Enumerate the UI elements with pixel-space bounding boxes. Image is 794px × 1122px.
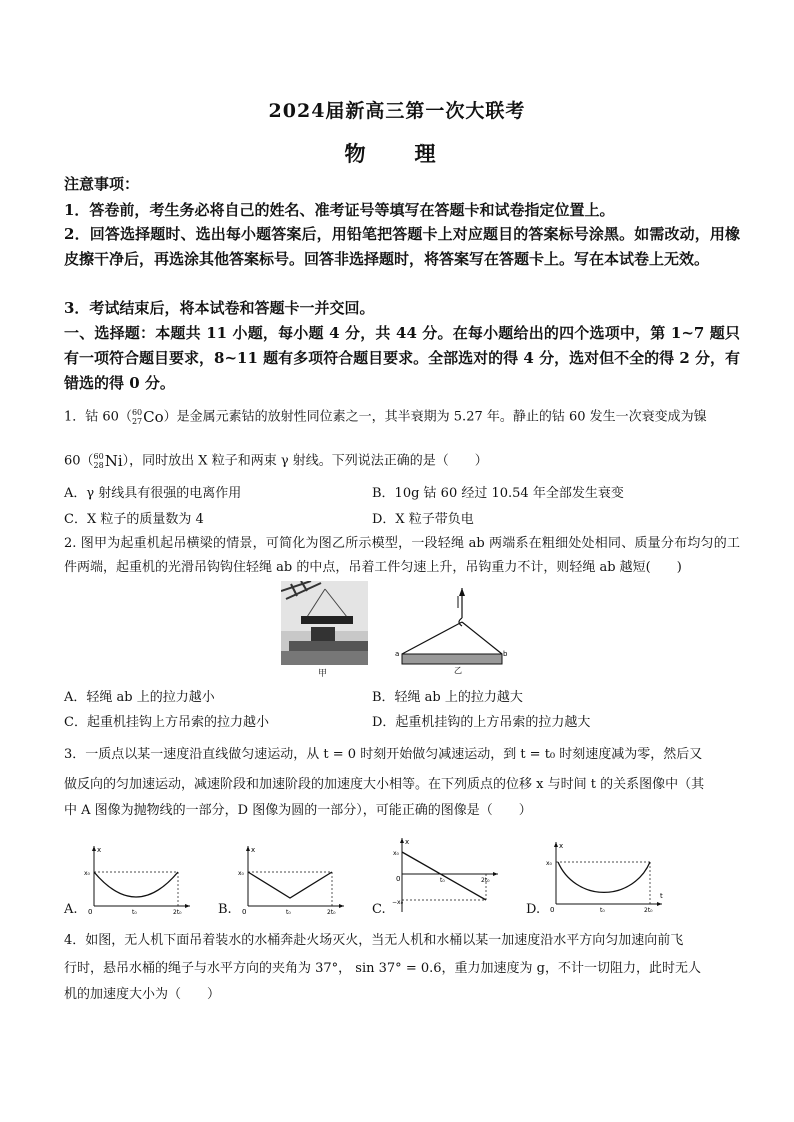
co-mass-number: 60 (131, 408, 143, 417)
q1-text-c: 60（ (64, 453, 94, 469)
q2-stem: 2. 图甲为起重机起吊横梁的情景，可简化为图乙所示模型，一段轻绳 ab 两端系在粗细处处相同、质量分布均匀的工件两端，起重机的光滑吊钩钩住轻绳 ab 的中点，吊着工件匀速上升，吊钩重力不计，则轻绳 ab 越短( ) (64, 536, 740, 575)
crane-model-diagram (392, 582, 512, 674)
figure-jia-label: 甲 (318, 669, 328, 679)
ni-atomic-number: 28 (93, 461, 104, 470)
notice-item-3: 3．考试结束后，将本试卷和答题卡一并交回。 (64, 299, 375, 317)
ni-mass-number: 60 (93, 452, 104, 461)
q1-line-2 (64, 449, 740, 474)
graph-b-t0: t₀ (286, 909, 291, 916)
ni-isotope-numbers (94, 452, 104, 470)
graph-b-x-axis: x (251, 846, 256, 854)
graph-b-x0: x₀ (238, 870, 244, 877)
graph-c-x0: x₀ (393, 850, 399, 857)
crane-photo (281, 581, 368, 665)
q2-option-d[interactable]: D．起重机挂钩的上方吊索的拉力越大 (372, 715, 591, 730)
exam-subject: 物 理 (344, 141, 450, 166)
q1-text-b: ）是金属元素钴的放射性同位素之一，其半衰期为 5.27 年。静止的钴 60 发生一次衰变成为镍 (163, 409, 707, 425)
q3-graph-b[interactable] (238, 842, 348, 916)
q1-option-a[interactable]: A．γ 射线具有很强的电离作用 (64, 486, 242, 501)
section-1-heading: 一、选择题：本题共 11 小题，每小题 4 分，共 44 分。在每小题给出的四个选项中，第 1~7 题只有一项符合题目要求，8~11 题有多项符合题目要求。全部选对的得 4 分，选对但不全的得 2 分，有错选的得 0 分。 (64, 324, 740, 392)
graph-d-x-axis: x (559, 842, 564, 850)
exam-title: 2024届新高三第一次大联考 (268, 100, 526, 122)
graph-c-x-axis: x (405, 838, 410, 846)
q3-graph-c[interactable] (392, 834, 502, 916)
q2-option-c[interactable]: C．起重机挂钩上方吊索的拉力越小 (64, 715, 269, 730)
graph-d-origin: 0 (550, 906, 555, 914)
graph-d-2t0: 2t₀ (644, 907, 653, 914)
graph-a-2t0: 2t₀ (173, 909, 182, 916)
q2-option-a[interactable]: A．轻绳 ab 上的拉力越小 (64, 690, 215, 705)
notice-item-1: 1．答卷前，考生务必将自己的姓名、准考证号等填写在答题卡和试卷指定位置上。 (64, 201, 615, 219)
crane-photo-image (281, 581, 368, 665)
q1-text-a: 1．钴 60（ (64, 409, 132, 425)
q3-line-2: 做反向的匀加速运动，减速阶段和加速阶段的加速度大小相等。在下列质点的位移 x 与时间 t 的关系图像中（其 (64, 777, 705, 792)
q2-option-b[interactable]: B．轻绳 ab 上的拉力越大 (372, 690, 523, 705)
graph-a-origin: 0 (88, 908, 93, 916)
q1-line-1 (64, 405, 740, 430)
co-atomic-number: 27 (131, 417, 143, 426)
q3-option-b-label[interactable]: B. (218, 902, 232, 917)
graph-c-t0: t₀ (440, 877, 445, 884)
q3-graph-a[interactable] (84, 842, 194, 916)
graph-a-x-axis: x (97, 846, 102, 854)
q4-line-3: 机的加速度大小为（ ） (64, 987, 221, 1002)
point-a-label: a (395, 650, 400, 658)
notice-heading: 注意事项： (64, 175, 140, 193)
q3-line-3: 中 A 图像为抛物线的一部分，D 图像为圆的一部分），可能正确的图像是（ ） (64, 803, 532, 818)
q4-line-2: 行时，悬吊水桶的绳子与水平方向的夹角为 37°， sin 37° = 0.6，重力加速度为 g，不计一切阻力，此时无人 (64, 961, 701, 976)
graph-a-t0: t₀ (132, 909, 137, 916)
graph-d-t0: t₀ (600, 907, 605, 914)
graph-b-origin: 0 (242, 908, 247, 916)
graph-c-neg-x0: −x₀ (392, 899, 403, 906)
q4-line-1: 4．如图，无人机下面吊着装水的水桶奔赴火场灭火，当无人机和水桶以某一加速度沿水平方向匀加速向前飞 (64, 933, 684, 948)
graph-d-x0: x₀ (546, 860, 552, 867)
q1-option-d[interactable]: D．X 粒子带负电 (372, 512, 474, 527)
q3-option-d-label[interactable]: D. (526, 902, 541, 917)
co-isotope-numbers (132, 408, 142, 426)
point-b-label: b (503, 650, 508, 658)
graph-a-x0: x₀ (84, 870, 90, 877)
q3-graph-d[interactable] (546, 838, 666, 916)
graph-d-t-axis: t (660, 892, 663, 900)
graph-c-2t0: 2t₀ (481, 877, 490, 884)
q3-option-c-label[interactable]: C. (372, 902, 386, 917)
figure-yi-label: 乙 (454, 666, 462, 674)
co-symbol: Co (143, 408, 164, 426)
q1-text-d: ），同时放出 X 粒子和两束 γ 射线。下列说法正确的是（ ） (122, 453, 488, 469)
q3-line-1: 3．一质点以某一速度沿直线做匀速运动，从 t = 0 时刻开始做匀减速运动，到 t = t₀ 时刻速度减为零，然后又 (64, 747, 703, 762)
q1-option-b[interactable]: B．10g 钴 60 经过 10.54 年全部发生衰变 (372, 486, 624, 501)
notice-item-2: 2．回答选择题时、选出每小题答案后，用铅笔把答题卡上对应题目的答案标号涂黑。如需改动，用橡皮擦干净后，再选涂其他答案标号。回答非选择题时，将答案写在答题卡上。写在本试卷上无效。 (64, 225, 740, 268)
q3-option-a-label[interactable]: A. (64, 902, 78, 917)
ni-symbol: Ni (104, 452, 123, 470)
graph-c-origin: 0 (396, 875, 401, 883)
graph-b-2t0: 2t₀ (327, 909, 336, 916)
q1-option-c[interactable]: C．X 粒子的质量数为 4 (64, 512, 204, 527)
